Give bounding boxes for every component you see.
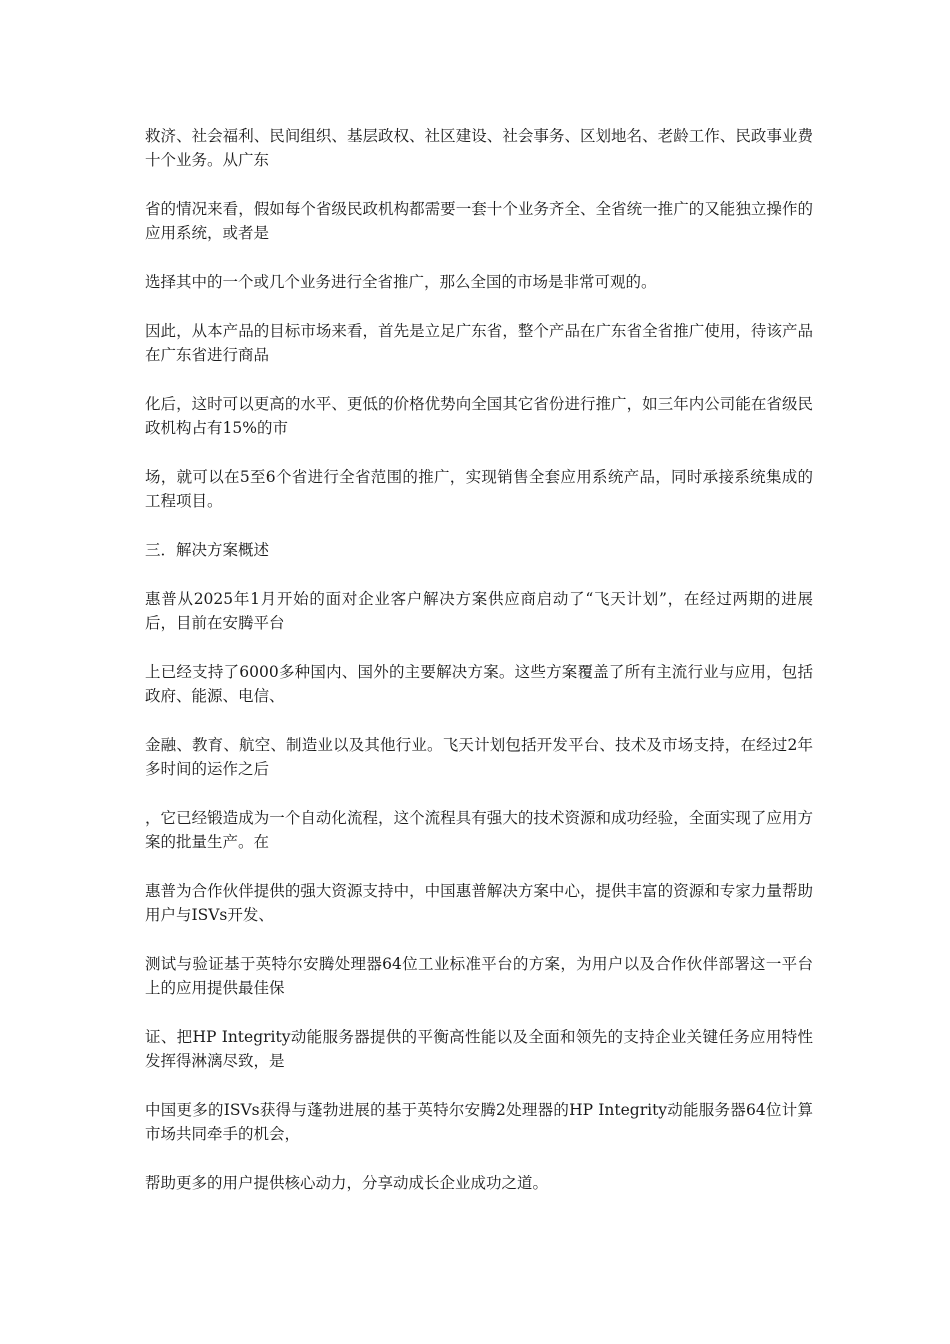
- paragraph: 证、把HP Integrity动能服务器提供的平衡高性能以及全面和领先的支持企业关键任务应用特性发挥得淋漓尽致，是: [145, 1028, 813, 1070]
- paragraph: 惠普为合作伙伴提供的强大资源支持中，中国惠普解决方案中心，提供丰富的资源和专家力量帮助用户与ISVs开发、: [145, 882, 813, 924]
- document-body: [145, 124, 813, 1220]
- paragraph: 金融、教育、航空、制造业以及其他行业。飞天计划包括开发平台、技术及市场支持，在经过2年多时间的运作之后: [145, 736, 813, 778]
- paragraph: 惠普从2025年1月开始的面对企业客户解决方案供应商启动了“飞天计划”，在经过两期的进展后，目前在安腾平台: [145, 590, 813, 632]
- paragraph: 因此，从本产品的目标市场来看，首先是立足广东省，整个产品在广东省全省推广使用，待该产品在广东省进行商品: [145, 322, 813, 364]
- paragraph: 测试与验证基于英特尔安腾处理器64位工业标准平台的方案，为用户以及合作伙伴部署这一平台上的应用提供最佳保: [145, 955, 813, 997]
- paragraph: 中国更多的ISVs获得与蓬勃进展的基于英特尔安腾2处理器的HP Integrity动能服务器64位计算市场共同牵手的机会，: [145, 1101, 813, 1143]
- paragraph: 救济、社会福利、民间组织、基层政权、社区建设、社会事务、区划地名、老龄工作、民政事业费十个业务。从广东: [145, 127, 813, 169]
- paragraph: ，它已经锻造成为一个自动化流程，这个流程具有强大的技术资源和成功经验，全面实现了应用方案的批量生产。在: [145, 809, 813, 851]
- paragraph: 化后，这时可以更高的水平、更低的价格优势向全国其它省份进行推广，如三年内公司能在省级民政机构占有15%的市: [145, 395, 813, 437]
- paragraph: 场，就可以在5至6个省进行全省范围的推广，实现销售全套应用系统产品，同时承接系统集成的工程项目。: [145, 468, 813, 510]
- section-heading: 三．解决方案概述: [145, 541, 270, 559]
- paragraph: 省的情况来看，假如每个省级民政机构都需要一套十个业务齐全、全省统一推广的又能独立操作的应用系统，或者是: [145, 200, 813, 242]
- paragraph: 帮助更多的用户提供核心动力，分享动成长企业成功之道。: [145, 1174, 549, 1192]
- paragraph: 选择其中的一个或几个业务进行全省推广，那么全国的市场是非常可观的。: [145, 273, 657, 291]
- paragraph: 上已经支持了6000多种国内、国外的主要解决方案。这些方案覆盖了所有主流行业与应用，包括政府、能源、电信、: [145, 663, 813, 705]
